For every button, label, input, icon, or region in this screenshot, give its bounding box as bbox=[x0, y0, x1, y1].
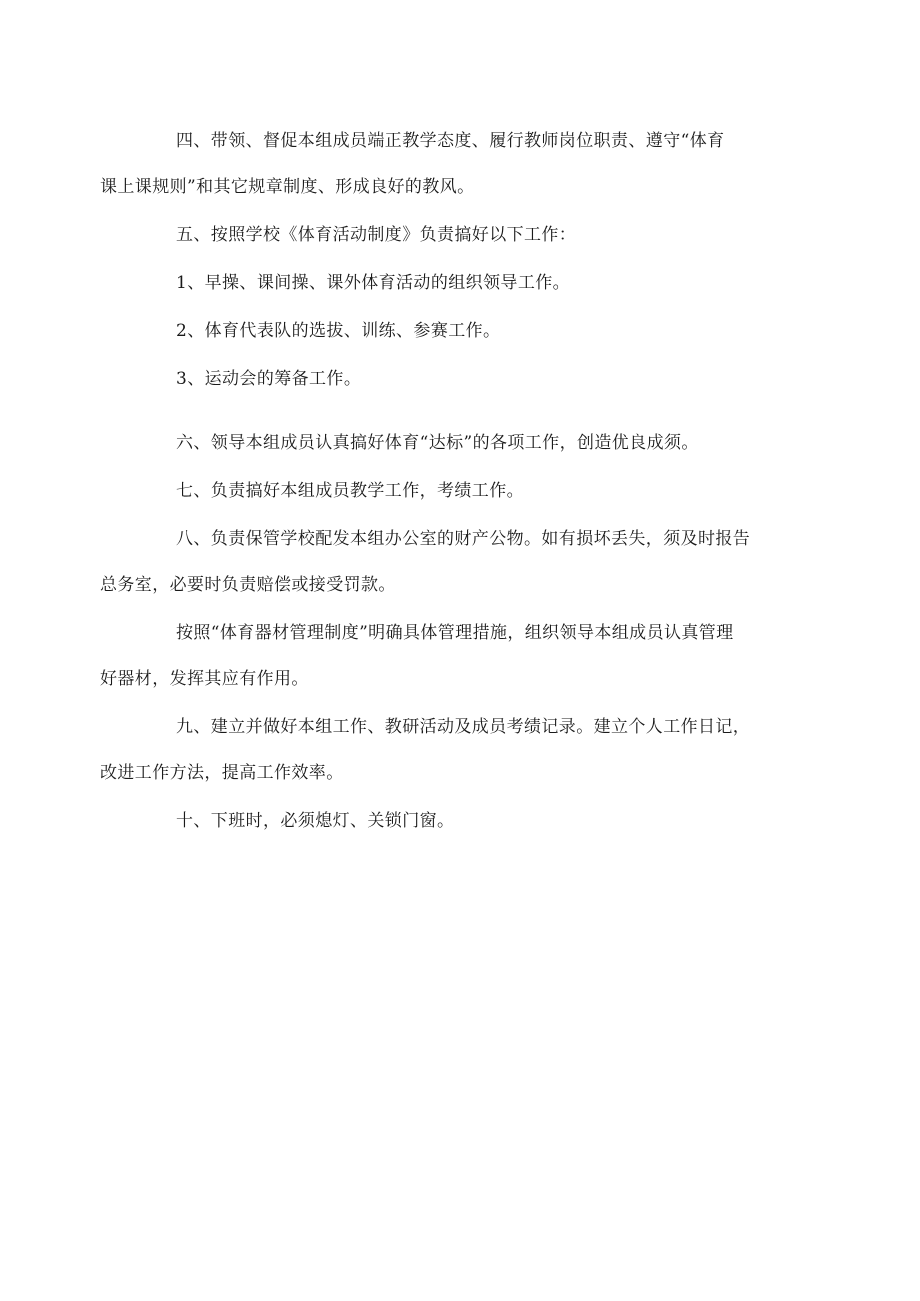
paragraph-duty-5 bbox=[138, 212, 788, 258]
list-item-1 bbox=[138, 260, 788, 306]
paragraph-line: 3、运动会的筹备工作。 bbox=[176, 369, 362, 389]
paragraph-line: 五、按照学校《体育活动制度》负责搞好以下工作： bbox=[176, 225, 577, 245]
paragraph-duty-8 bbox=[100, 516, 788, 608]
paragraph-duty-10 bbox=[138, 798, 788, 844]
paragraph-line: 2、体育代表队的选拔、训练、参赛工作。 bbox=[176, 321, 501, 341]
paragraph-line: 九、建立并做好本组工作、教研活动及成员考绩记录。建立个人工作日记， bbox=[176, 717, 751, 737]
paragraph-duty-9 bbox=[100, 704, 788, 796]
paragraph-line: 七、负责搞好本组成员教学工作，考绩工作。 bbox=[176, 481, 524, 501]
paragraph-line: 六、领导本组成员认真搞好体育“达标”的各项工作，创造优良成须。 bbox=[176, 433, 699, 453]
paragraph-equipment bbox=[100, 610, 788, 702]
paragraph-line: 好器材，发挥其应有作用。 bbox=[100, 669, 309, 689]
paragraph-line: 1、早操、课间操、课外体育活动的组织领导工作。 bbox=[176, 273, 571, 293]
paragraph-line: 四、带领、督促本组成员端正教学态度、履行教师岗位职责、遵守“体育 bbox=[176, 131, 725, 151]
paragraph-line: 总务室，必要时负责赔偿或接受罚款。 bbox=[100, 575, 396, 595]
paragraph-line: 十、下班时，必须熄灯、关锁门窗。 bbox=[176, 811, 455, 831]
paragraph-line: 按照“体育器材管理制度”明确具体管理措施，组织领导本组成员认真管理 bbox=[176, 623, 734, 643]
document-body bbox=[100, 118, 788, 844]
list-item-3 bbox=[138, 356, 788, 402]
paragraph-line: 课上课规则”和其它规章制度、形成良好的教风。 bbox=[100, 177, 475, 197]
paragraph-duty-6 bbox=[138, 420, 788, 466]
paragraph-duty-4 bbox=[100, 118, 788, 210]
paragraph-line: 改进工作方法，提高工作效率。 bbox=[100, 763, 344, 783]
paragraph-duty-7 bbox=[138, 468, 788, 514]
list-item-2 bbox=[138, 308, 788, 354]
paragraph-line: 八、负责保管学校配发本组办公室的财产公物。如有损坏丢失，须及时报告 bbox=[176, 529, 751, 549]
